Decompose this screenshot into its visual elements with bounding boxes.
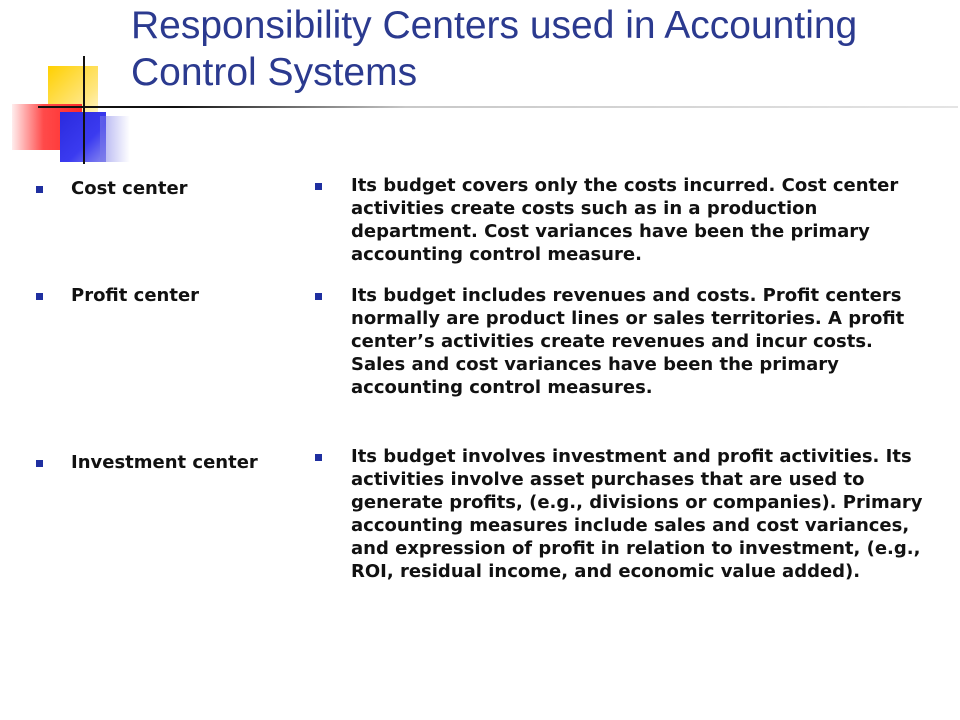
center-name-label: Profit center	[71, 285, 200, 306]
blue-fade-decoration	[100, 116, 130, 162]
center-description-investment	[351, 445, 931, 583]
vertical-rule	[83, 56, 85, 164]
center-name-investment	[71, 451, 311, 474]
bullet-icon	[36, 460, 43, 467]
slide-title: Responsibility Centers used in Accounting Control Systems	[131, 4, 858, 94]
center-description-text: Its budget covers only the costs incurred. Cost center activities create costs such as in a production department. Cost variances have been the primary accounting control measure.	[351, 175, 899, 265]
center-description-text: Its budget involves investment and profit activities. Its activities involve asset purchases that are used to generate profits, (e.g., divisions or companies). Primary accounting measures include sales and cost variances, and expression of profit in relation to investment, (e.g., ROI, residual income, and economic value added).	[351, 446, 923, 582]
center-description-cost	[351, 174, 931, 266]
center-name-cost	[71, 177, 311, 200]
slide-logo-decoration	[0, 0, 140, 170]
center-name-label: Investment center	[71, 452, 258, 473]
center-name-label: Cost center	[71, 178, 188, 199]
center-description-profit	[351, 284, 931, 399]
bullet-icon	[315, 183, 322, 190]
bullet-icon	[36, 186, 43, 193]
title-underline-rule	[38, 106, 958, 108]
center-description-text: Its budget includes revenues and costs. Profit centers normally are product lines or sales territories. A profit center’s activities create revenues and incur costs. Sales and cost variances have been the primary accounting control measures.	[351, 285, 905, 398]
center-name-profit	[71, 284, 311, 307]
bullet-icon	[315, 293, 322, 300]
bullet-icon	[315, 454, 322, 461]
bullet-icon	[36, 293, 43, 300]
